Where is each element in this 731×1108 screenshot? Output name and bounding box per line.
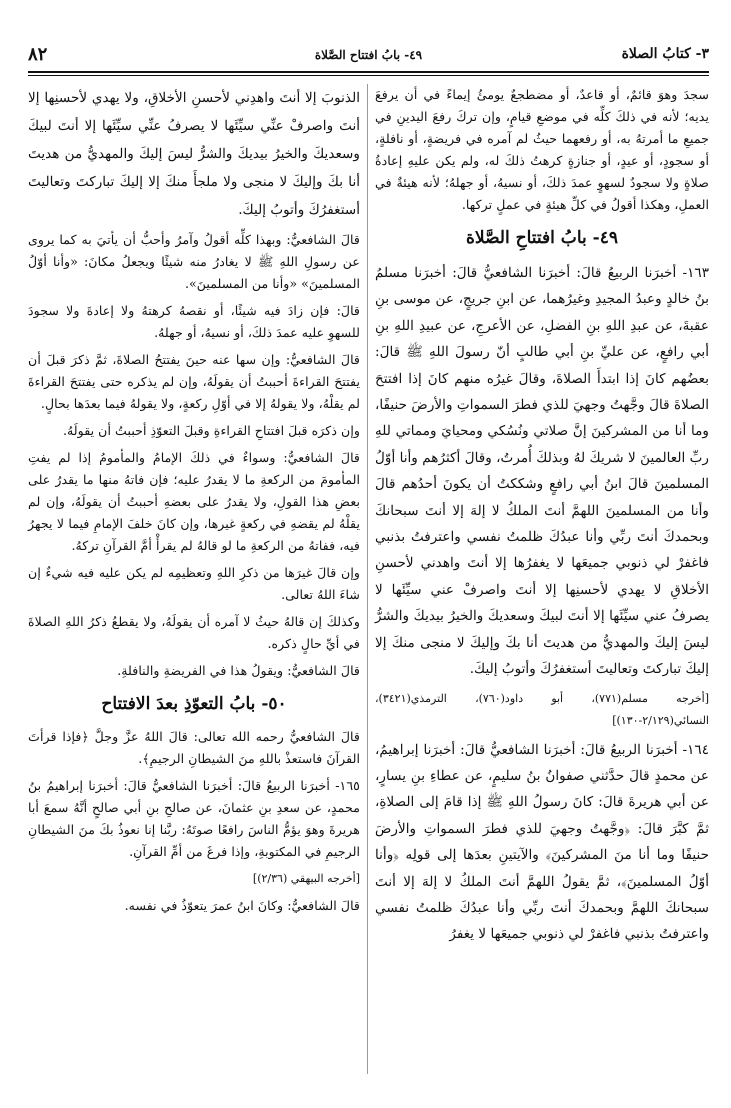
shafii-paragraph-9: قالَ الشافعيُّ رحمه الله تعالى: قالَ اللهُ عزَّ وجلَّ ﴿فإذا قرأتَ القرآنَ فاستعذْ باللهِ منَ الشيطانِ الرجيمِ﴾. [28, 729, 360, 767]
intro-paragraph: سجدَ وهوَ قائمٌ، أو قاعدٌ، أو مضطجعٌ يومئُ إيماءً في أن يرفعَ يديه؛ لأنه في ذلكَ كلِّه في موضعِ قيامٍ، وإن تركَ رفعَ اليدينِ في جميعِ ما أمرتهُ به، أو رفعهما حيثُ لم آمره في فريضةٍ، أو نافلةٍ، أو سجودٍ، أو عيدٍ، أو جنازةٍ كرهتُ ذلكَ له، ولم يكن عليهِ إعادةُ صلاةٍ ولا سجودٌ لسهوٍ عمدَ ذلكَ، أو نسيهُ، أو جهلهُ؛ لأنه هيئةٌ في العملِ، وهكذا أقولُ في كلِّ هيئةٍ في عملٍ تركها. [375, 87, 709, 212]
page-header [28, 40, 709, 70]
hadith-165: ١٦٥- أخبرَنا الربيعُ قالَ: أخبرَنا الشافعيُّ قالَ: أخبرَنا إبراهيمُ بنُ محمدٍ، عن سعدِ بنِ عثمانَ، عن صالحِ بنِ أبي صالحٍ أنَّهُ سمعَ أبا هريرةَ وهوَ يؤمُّ الناسَ رافعًا صوتَهُ: ربَّنا إنا نعوذُ بكَ منَ الشيطانِ الرجيمِ في المكتوبةِ، وإذا فرغَ من أمِّ القرآنِ. [28, 778, 360, 860]
hadith-164: ١٦٤- أخبرَنا الربيعُ قالَ: أخبرَنا الشافعيُّ قالَ: أخبرَنا إبراهيمُ، عن محمدٍ قالَ حدَّثني صفوانُ بنُ سليمٍ، عن عطاءِ بنِ يسارٍ، عن أبي هريرةَ قالَ: كانَ رسولُ اللهِ ﷺ إذا قامَ إلى الصلاةِ، ثمَّ كبَّرَ قالَ: ﴿وجَّهتُ وجهيَ للذي فطرَ السمواتِ والأرضَ حنيفًا وما أنا منَ المشركينَ﴾ والآيتينِ بعدَها إلى قولِه ﴿وأنا أوّلُ المسلمينَ﴾، ثمَّ يقولُ اللهمَّ أنتَ الملكُ لا إلهَ إلا أنتَ سبحانكَ اللهمَّ وبحمدكَ أنتَ ربِّي وأنا عبدُكَ ظلمتُ نفسي واعترفتُ بذنبي فاغفرْ لي ذنوبي جميعَها لا يغفرُ [375, 741, 709, 943]
book-title: ٣- كتابُ الصلاة [621, 46, 709, 62]
hadith-165-reference: [أخرجه البيهقي (٢/٣٦)] [252, 872, 360, 886]
page-number: ٨٢ [28, 44, 48, 65]
header-rule [28, 71, 709, 73]
hadith-163: ١٦٣- أخبرَنا الربيعُ قالَ: أخبرَنا الشافعيُّ قالَ: أخبرَنا مسلمُ بنُ خالدٍ وعبدُ المجيدِ وغيرُهما، عن ابنِ جريجٍ، عن موسى بنِ عقبةَ، عن عبدِ اللهِ بنِ الفضلِ، عن الأعرجِ، عن عبيدِ اللهِ بنِ أبي رافعٍ، عن عليِّ بنِ أبي طالبٍ أنّ رسولَ اللهِ ﷺ قالَ: بعضُهم كانَ إذا ابتدأَ الصلاةَ، وقالَ غيرُه منهم كانَ إذا افتتحَ الصلاةَ قالَ وجَّهتُ وجهيَ للذي فطرَ السمواتِ والأرضَ حنيفًا، وما أنا من المشركينَ إنَّ صلاتي ونُسُكي ومحيايَ ومماتي للهِ ربِّ العالمينَ لا شريكَ لهُ وبذلكَ أُمرتُ، وقالَ أكثرُهم وأنا أوّلُ المسلمينَ قالَ ابنُ أبي رافعٍ وشككتُ أن يكونَ أحدُهم قالَ وأنا من المسلمينَ اللهمَّ أنتَ الملكُ لا إلهَ إلا أنتَ سبحانكَ وبحمدكَ أنتَ ربِّي وأنا عبدُكَ ظلمتُ نفسي واعترفتُ بذنبي فاغفرْ لي ذنوبي جميعَها لا يغفرُها إلا أنتَ واهدني لأحسنِ الأخلاقِ لا يهدي لأحسنِها إلا أنتَ واصرفْ عني سيِّئَها لا يصرفُ عني سيِّئَها إلا أنتَ لبيكَ وسعديكَ والخيرُ بيديكَ والشرُّ ليسَ إليكَ والمهديُّ من هديتَ أنا بكَ وإليكَ لا منجى منكَ إلا إليكَ تباركتَ وتعاليتَ أستغفرُكَ وأتوبُ إليكَ. [375, 265, 709, 678]
column-divider [367, 84, 368, 1074]
shafii-paragraph-2: قالَ: فإن زادَ فيه شيئًا، أو نقصهُ كرهتهُ ولا إعادةَ ولا سجودَ للسهوِ عليه عمدَ ذلكَ، أو نسيهُ، أو جهلهُ. [28, 303, 360, 341]
chapter-50-heading: ٥٠- بابُ التعوّذِ بعدَ الافتتاح [101, 694, 287, 715]
shafii-paragraph-1: قالَ الشافعيُّ: وبهذا كلِّه أقولُ وآمرُ وأحبُّ أن يأتيَ به كما يروى عن رسولِ اللهِ ﷺ لا يغادرُ منه شيئًا ويجعلُ مكانَ: «وأنا أوّلُ المسلمينَ» «وأنا من المسلمينَ». [28, 232, 360, 292]
shafii-paragraph-5: قالَ الشافعيُّ: وسواءٌ في ذلكَ الإمامُ والمأمومُ إذا لم يفتِ المأمومَ من الركعةِ ما لا يقدرُ عليه؛ فإن فاتهُ منها ما يقدرُ على بعضِ هذا القولِ، ولا يقدرُ على بعضهِ أحببتُ أن يقولَهُ، وإن لم يقلْهُ لم يقضهِ في ركعةٍ غيرها، وإن كانَ خلفَ الإمامِ فيما لا يجهرُ فيه، ففاتهُ من الركعةِ ما لو قالهُ لم يقرأْ أمَّ القرآنِ تركهُ. [28, 450, 360, 554]
right-column [375, 84, 709, 953]
chapter-49-heading: ٤٩- بابُ افتتاحِ الصَّلاة [466, 228, 618, 248]
header-rule-thin [28, 75, 709, 76]
shafii-paragraph-4: وإن ذكرَه قبلَ افتتاحِ القراءةِ وقبلَ التعوّذِ أحببتُ أن يقولَهُ. [62, 423, 360, 439]
shafii-paragraph-3: قالَ الشافعيُّ: وإن سها عنه حينَ يفتتحُ الصلاةَ، ثمَّ ذكرَ قبلَ أن يفتتحَ القراءةَ أحببتُ أن يقولَهُ، وإن لم يذكره حتى يفتتحَ القراءةَ لم يقلْهُ، ولا يقولهُ إلا في أوّلِ ركعةٍ، ولا يقولهُ فيما بعدَها بحالٍ. [28, 352, 360, 412]
supplication-continuation: الذنوبَ إلا أنتَ واهدِني لأحسنِ الأخلاقِ، ولا يهدي لأحسنِها إلا أنتَ واصرفْ عنِّي سيِّئَها لا يصرفُ عنِّي سيِّئَها إلا أنتَ لبيكَ وسعديكَ والخيرُ بيديكَ والشرُّ ليسَ إليكَ والمهديُّ من هديتَ أنا بكَ وإليكَ لا منجى ولا ملجأَ منكَ إلا إليكَ تباركتَ وتعاليتَ أستغفرُكَ وأتوبُ إليكَ. [28, 90, 360, 219]
shafii-paragraph-7: وكذلكَ إن قالهُ حيثُ لا آمره أن يقولَهُ، ولا يقطعُ ذكرُ اللهِ الصلاةَ في أيِّ حالٍ ذكره. [28, 614, 360, 652]
shafii-paragraph-6: وإن قالَ غيرَها من ذكرِ اللهِ وتعظيمِه لم يكن عليه فيه شيءٌ إن شاءَ اللهُ تعالى. [28, 565, 360, 603]
left-column [28, 84, 360, 922]
shafii-paragraph-10: قالَ الشافعيُّ: وكانَ ابنُ عمرَ يتعوّذُ في نفسه. [124, 898, 360, 914]
chapter-title: ٤٩- بابُ افتتاح الصَّلاة [314, 48, 423, 62]
hadith-163-reference: [أخرجه مسلم(٧٧١)، أبو داود(٧٦٠)، الترمذي(٣٤٢١)، النسائي(٢/١٢٩-١٣٠)] [375, 691, 709, 727]
shafii-paragraph-8: قالَ الشافعيُّ: ويقولُ هذا في الفريضةِ والنافلةِ. [117, 663, 360, 679]
